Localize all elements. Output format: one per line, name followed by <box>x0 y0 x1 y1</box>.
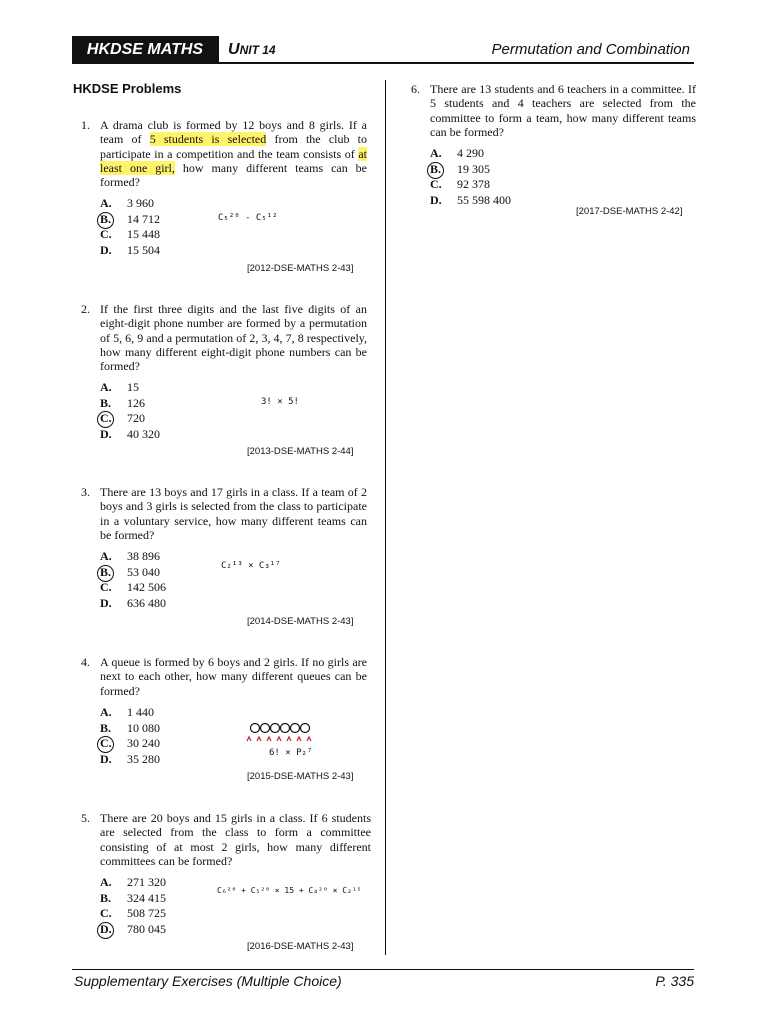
question-stem: A queue is formed by 6 boys and 2 girls. If no girls are next to each other, how many different queues can be formed? <box>100 655 367 698</box>
option-value: 324 415 <box>127 890 166 905</box>
option-letter: A. <box>100 549 112 563</box>
question-stem: There are 13 students and 6 teachers in a committee. If 5 students and 4 teachers are selected from the committee to form a team, how many different teams can be formed? <box>430 82 696 139</box>
option-letter: B. <box>100 720 112 735</box>
question-number: 4. <box>81 655 90 669</box>
option-letter: D. <box>100 242 112 257</box>
option-value: 53 040 <box>127 564 160 579</box>
question-number: 1. <box>81 118 90 132</box>
subject-tag: HKDSE MATHS <box>72 36 218 63</box>
footer-title: Supplementary Exercises (Multiple Choice) <box>74 973 342 989</box>
question-source: [2013-DSE-MATHS 2-44] <box>247 446 354 457</box>
page-number: P. 335 <box>655 973 694 989</box>
option-value: 14 712 <box>127 211 160 226</box>
question-number: 3. <box>81 485 90 499</box>
option-value: 40 320 <box>127 426 160 441</box>
option-value: 4 290 <box>457 146 484 160</box>
option-letter: B. <box>100 890 112 905</box>
unit-prefix: U <box>228 41 240 58</box>
highlight: at least one girl, <box>100 146 367 175</box>
unit-label <box>228 36 276 63</box>
option-letter: C. <box>100 580 112 594</box>
page-header <box>72 36 694 63</box>
question-number: 6. <box>411 82 420 96</box>
option-value: 15 504 <box>127 242 160 257</box>
queue-sketch <box>243 721 323 747</box>
option-letter: C. <box>430 177 442 191</box>
option-letter-circled: B. <box>100 565 118 581</box>
stem-text: A drama club is formed by 12 boys and 8 girls. If a team of <box>100 118 367 147</box>
chapter-title: Permutation and Combination <box>491 41 690 58</box>
section-title: HKDSE Problems <box>73 81 182 96</box>
option-value: 19 305 <box>457 161 490 176</box>
column-divider <box>385 80 386 955</box>
stem-text: from the club to participate in a competition and the team consists of <box>100 132 368 161</box>
option-value: 126 <box>127 395 145 410</box>
option-letter: A. <box>100 875 112 889</box>
option-value: 780 045 <box>127 921 166 936</box>
handwritten-note: C₂¹³ × C₃¹⁷ <box>221 561 281 571</box>
option-value: 30 240 <box>127 736 160 750</box>
option-letter-circled: D. <box>100 922 118 938</box>
question-number: 2. <box>81 302 90 316</box>
option-letter: A. <box>100 380 112 394</box>
option-value: 508 725 <box>127 906 166 920</box>
option-value: 10 080 <box>127 720 160 735</box>
option-value: 38 896 <box>127 549 160 563</box>
option-letter: D. <box>430 192 442 207</box>
question-stem: There are 20 boys and 15 girls in a class. If 6 students are selected from the class to form a committee consisting of at most 2 girls, how many different committees can be formed? <box>100 811 371 868</box>
option-letter-circled: C. <box>100 736 118 752</box>
option-letter: C. <box>100 227 112 241</box>
handwritten-note: 3! × 5! <box>261 397 299 407</box>
option-letter-circled: B. <box>430 162 448 178</box>
option-letter: D. <box>100 751 112 766</box>
option-letter: C. <box>100 906 112 920</box>
question-source: [2017-DSE-MATHS 2-42] <box>576 206 683 217</box>
option-value: 55 598 400 <box>457 192 511 207</box>
handwritten-note: C₅²⁰ - C₅¹² <box>218 213 278 223</box>
header-rule <box>72 62 694 64</box>
header-divider <box>218 36 219 62</box>
stem-text: how many different teams can be formed? <box>100 160 367 190</box>
option-value: 271 320 <box>127 875 166 889</box>
option-letter: D. <box>100 426 112 441</box>
handwritten-note: C₆²⁰ + C₅²⁰ × 15 + C₄²⁰ × C₂¹⁵ <box>217 886 362 895</box>
option-letter-circled: C. <box>100 411 118 427</box>
option-letter: B. <box>100 395 112 410</box>
question-source: [2016-DSE-MATHS 2-43] <box>247 941 354 952</box>
option-value: 142 506 <box>127 580 166 594</box>
option-value: 35 280 <box>127 751 160 766</box>
question-source: [2014-DSE-MATHS 2-43] <box>247 616 354 627</box>
option-letter-circled: B. <box>100 212 118 228</box>
option-letter: A. <box>430 146 442 160</box>
highlight: 5 students is selected <box>149 132 267 147</box>
option-value: 1 440 <box>127 705 154 719</box>
question-stem <box>100 118 367 189</box>
option-value: 720 <box>127 411 145 425</box>
option-value: 15 <box>127 380 139 394</box>
question-stem: There are 13 boys and 17 girls in a class. If a team of 2 boys and 3 girls is selected from the class to participate in a voluntary service, how many different teams can be formed? <box>100 485 367 542</box>
unit-rest: NIT 14 <box>239 43 276 57</box>
question-stem: If the first three digits and the last five digits of an eight-digit phone number are formed by a permutation of 5, 6, 9 and a permutation of 2, 3, 4, 7, 8 respectively, how many different eight-digit phone numbers can be formed? <box>100 302 367 374</box>
question-source: [2012-DSE-MATHS 2-43] <box>247 263 354 274</box>
option-letter: A. <box>100 705 112 719</box>
option-value: 3 960 <box>127 196 154 210</box>
option-value: 92 378 <box>457 177 490 191</box>
question-source: [2015-DSE-MATHS 2-43] <box>247 771 354 782</box>
option-value: 636 480 <box>127 595 166 610</box>
option-letter: A. <box>100 196 112 210</box>
option-letter: D. <box>100 595 112 610</box>
handwritten-note: 6! × P₂⁷ <box>269 748 313 758</box>
footer-rule <box>72 969 694 970</box>
option-value: 15 448 <box>127 227 160 241</box>
question-number: 5. <box>81 811 90 825</box>
